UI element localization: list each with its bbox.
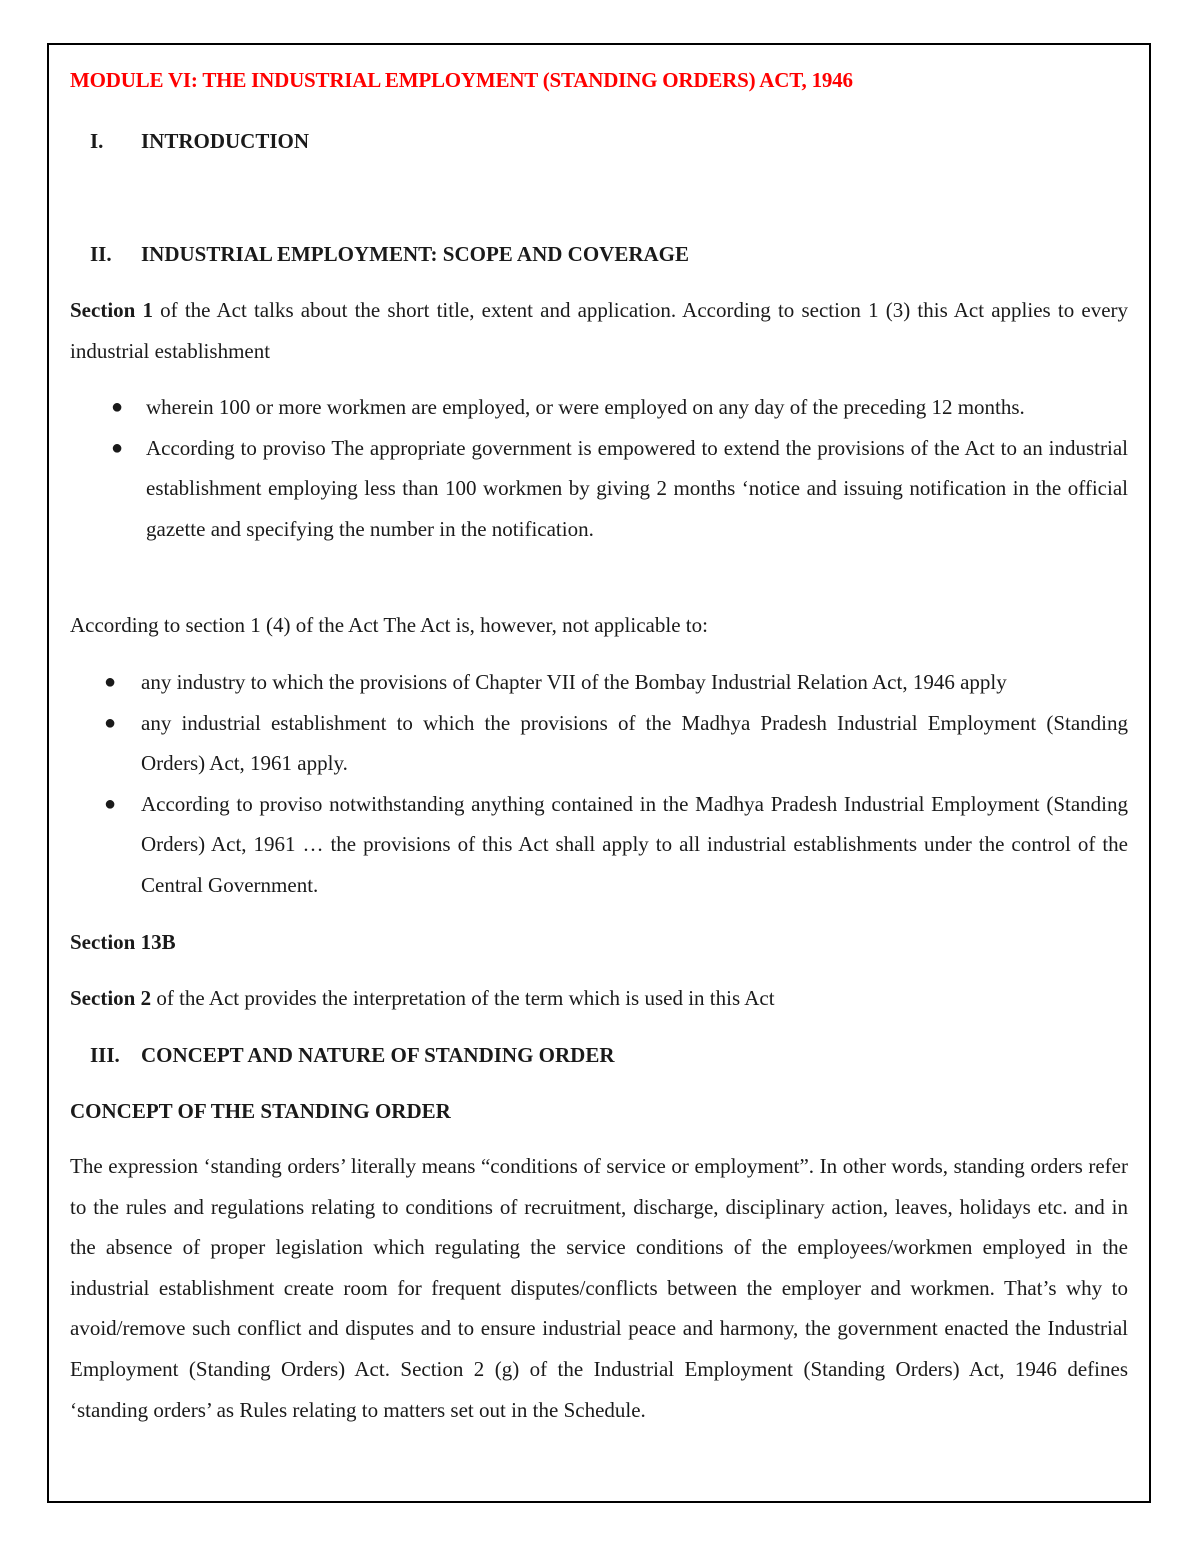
not-applicable-bullet-list <box>104 662 1128 906</box>
list-item-text: any industrial establishment to which the provisions of the Madhya Pradesh Industrial Employment (Standing Orders) Act, 1961 apply. <box>141 710 1128 776</box>
heading-label: INDUSTRIAL EMPLOYMENT: SCOPE AND COVERAGE <box>141 242 689 266</box>
list-item <box>104 703 1128 784</box>
list-item-text: According to proviso notwithstanding anything contained in the Madhya Pradesh Industrial Employment (Standing Orders) Act, 1961 … the provisions of this Act shall apply to all industrial establishments under the control of the Central Government. <box>141 791 1128 897</box>
concept-subheading: CONCEPT OF THE STANDING ORDER <box>70 1099 451 1123</box>
section-2-paragraph <box>70 978 1128 1019</box>
section-1-paragraph <box>70 290 1128 371</box>
heading-introduction <box>70 129 309 154</box>
section-1-text: of the Act talks about the short title, extent and application. According to section 1 (3) this Act applies to every industrial establishment <box>70 298 1129 363</box>
section-13b-heading: Section 13B <box>70 930 176 954</box>
module-title: MODULE VI: THE INDUSTRIAL EMPLOYMENT (STANDING ORDERS) ACT, 1946 <box>70 68 853 92</box>
concept-paragraph: The expression ‘standing orders’ literally means “conditions of service or employment”. In other words, standing orders refer to the rules and regulations relating to conditions of recruitment, discharge, disciplinary action, leaves, holidays etc. and in the absence of proper legislation which regulating the service conditions of the employees/workmen employed in the industrial establishment create room for frequent disputes/conflicts between the employer and workmen. That’s why to avoid/remove such conflict and disputes and to ensure industrial peace and harmony, the government enacted the Industrial Employment (Standing Orders) Act. Section 2 (g) of the Industrial Employment (Standing Orders) Act, 1946 defines ‘standing orders’ as Rules relating to matters set out in the Schedule. <box>70 1154 1128 1422</box>
heading-label: CONCEPT AND NATURE OF STANDING ORDER <box>141 1043 615 1067</box>
list-item <box>104 662 1128 703</box>
heading-number: I. <box>90 129 104 153</box>
list-item-text: According to proviso The appropriate government is empowered to extend the provisions of the Act to an industrial establishment employing less than 100 workmen by giving 2 months ‘notice and issuing notification in the official gazette and specifying the number in the notification. <box>146 435 1128 541</box>
heading-number: III. <box>90 1043 120 1067</box>
bullet-icon: ● <box>111 396 124 418</box>
heading-scope-coverage <box>70 242 689 267</box>
not-applicable-intro: According to section 1 (4) of the Act The Act is, however, not applicable to: <box>70 613 708 637</box>
section-1-label: Section 1 <box>70 298 153 322</box>
list-item <box>111 428 1128 550</box>
list-item <box>111 387 1128 428</box>
heading-concept-nature <box>70 1043 615 1068</box>
bullet-icon: ● <box>104 792 117 815</box>
bullet-icon: ● <box>111 436 124 459</box>
list-item <box>104 784 1128 906</box>
heading-label: INTRODUCTION <box>141 129 310 153</box>
applies-bullet-list <box>111 387 1128 549</box>
bullet-icon: ● <box>104 671 117 693</box>
list-item-text: wherein 100 or more workmen are employed, or were employed on any day of the preceding 12 months. <box>146 395 1025 419</box>
section-2-text: of the Act provides the interpretation of the term which is used in this Act <box>151 986 775 1010</box>
bullet-icon: ● <box>104 711 117 734</box>
heading-number: II. <box>90 242 112 266</box>
list-item-text: any industry to which the provisions of Chapter VII of the Bombay Industrial Relation Act, 1946 apply <box>141 670 1007 694</box>
section-2-label: Section 2 <box>70 986 152 1010</box>
